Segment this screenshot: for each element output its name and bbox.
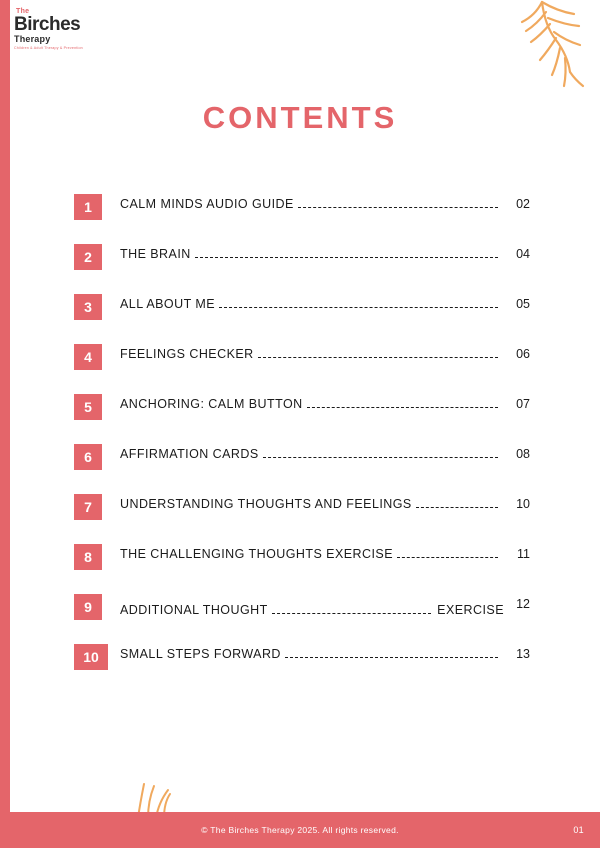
contents-page: 13 [516, 647, 530, 661]
footer-copyright: © The Birches Therapy 2025. All rights reserved. [201, 825, 399, 835]
dot-leader [258, 357, 498, 358]
contents-row[interactable] [74, 192, 530, 242]
dot-leader [307, 407, 498, 408]
logo-the-text: The [16, 8, 30, 15]
contents-label: ADDITIONAL THOUGHT [120, 603, 268, 617]
contents-number: 8 [74, 544, 102, 570]
contents-label: FEELINGS CHECKER [120, 347, 254, 361]
dot-leader [298, 207, 498, 208]
contents-page: 12 [516, 597, 530, 611]
branch-decoration-icon [482, 0, 592, 95]
contents-number: 7 [74, 494, 102, 520]
contents-label-line2: EXERCISE [437, 603, 504, 617]
dot-leader [416, 507, 498, 508]
contents-label: THE CHALLENGING THOUGHTS EXERCISE [120, 547, 393, 561]
page-footer [0, 812, 600, 848]
contents-page: 06 [516, 347, 530, 361]
dot-leader [397, 557, 498, 558]
contents-label: ANCHORING: CALM BUTTON [120, 397, 303, 411]
contents-row[interactable] [74, 342, 530, 392]
contents-number: 2 [74, 244, 102, 270]
contents-label: SMALL STEPS FORWARD [120, 647, 281, 661]
contents-number: 4 [74, 344, 102, 370]
footer-page-number: 01 [573, 825, 584, 835]
dot-leader [219, 307, 498, 308]
contents-row[interactable] [74, 242, 530, 292]
contents-label: AFFIRMATION CARDS [120, 447, 259, 461]
contents-page: 07 [516, 397, 530, 411]
logo-sub-text: Therapy [14, 34, 51, 44]
contents-row[interactable] [74, 442, 530, 492]
contents-number: 10 [74, 644, 108, 670]
contents-number: 3 [74, 294, 102, 320]
contents-label: ALL ABOUT ME [120, 297, 216, 311]
contents-row[interactable] [74, 392, 530, 442]
contents-row[interactable] [74, 492, 530, 542]
contents-row[interactable] [74, 642, 530, 692]
contents-row[interactable] [74, 592, 530, 642]
dot-leader [263, 457, 498, 458]
contents-row[interactable] [74, 292, 530, 342]
brand-logo [14, 8, 114, 51]
contents-page: 08 [516, 447, 530, 461]
contents-page: 11 [517, 547, 530, 561]
logo-tagline-text: Children & Adult Therapy & Prevention [14, 46, 83, 50]
contents-label: THE BRAIN [120, 247, 191, 261]
contents-label: CALM MINDS AUDIO GUIDE [120, 197, 294, 211]
dot-leader [195, 257, 498, 258]
contents-number: 9 [74, 594, 102, 620]
contents-page: 10 [516, 497, 530, 511]
contents-number: 6 [74, 444, 102, 470]
contents-label: UNDERSTANDING THOUGHTS AND FEELINGS [120, 497, 412, 511]
contents-row[interactable] [74, 542, 530, 592]
dot-leader [272, 613, 431, 614]
contents-list [74, 192, 530, 692]
contents-number: 1 [74, 194, 102, 220]
contents-number: 5 [74, 394, 102, 420]
contents-page: 05 [516, 297, 530, 311]
contents-page: 04 [516, 247, 530, 261]
logo-name-text: Birches [14, 14, 81, 35]
dot-leader [285, 657, 498, 658]
contents-page: 02 [516, 197, 530, 211]
page-title: CONTENTS [202, 100, 398, 135]
